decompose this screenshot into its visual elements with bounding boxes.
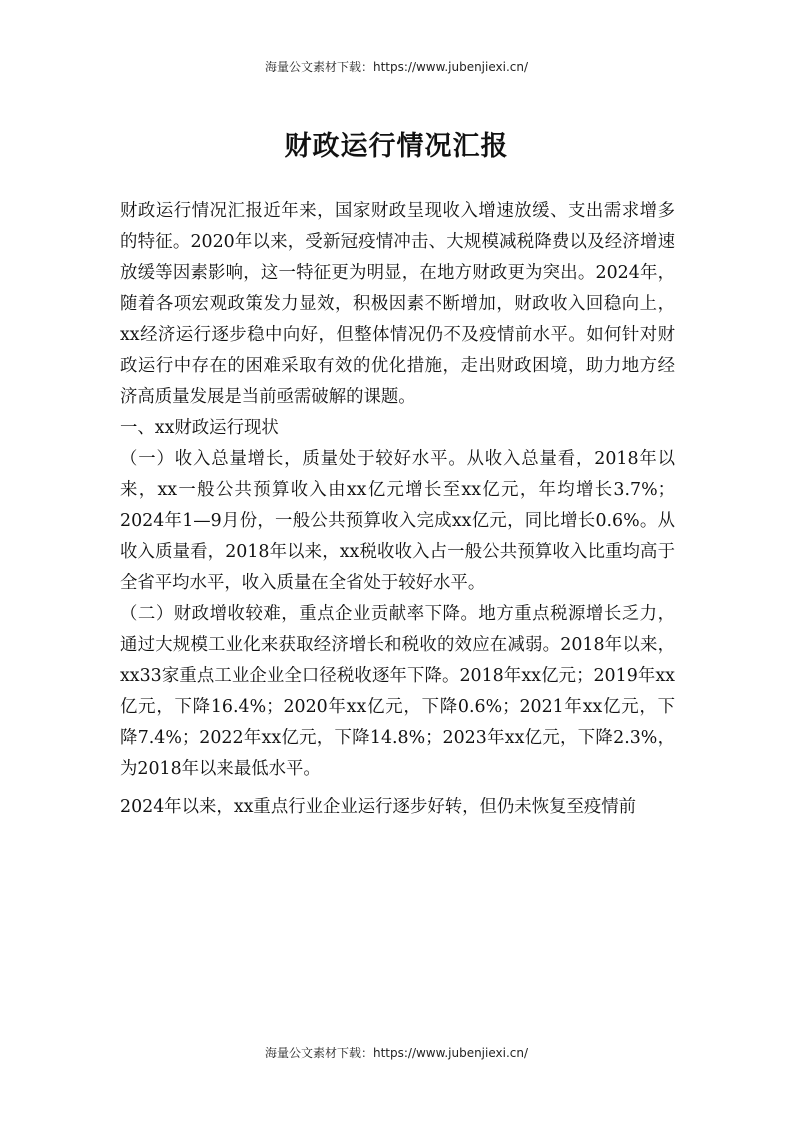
section-heading-1: 一、xx财政运行现状 bbox=[120, 418, 279, 438]
paragraph-revenue-total: （一）收入总量增长，质量处于较好水平。从收入总量看，2018年以来，xx一般公共预算收入由xx亿元增长至xx亿元，年均增长3.7%；2024年1—9月份，一般公共预算收入完成xx亿元，同比增长0.6%。从收入质量看，2018年以来，xx税收收入占一般公共预算收入比重均高于全省平均水平，收入质量在全省处于较好水平。 bbox=[120, 449, 675, 593]
document-title: 财政运行情况汇报 bbox=[284, 131, 509, 162]
paragraph-2024-industry: 2024年以来，xx重点行业企业运行逐步好转，但仍未恢复至疫情前 bbox=[120, 797, 637, 817]
document-body bbox=[120, 196, 675, 823]
footer-download-note: 海量公文素材下载：https://www.jubenjiexi.cn/ bbox=[264, 1046, 529, 1060]
paragraph-revenue-difficulty: （二）财政增收较难，重点企业贡献率下降。地方重点税源增长乏力，通过大规模工业化来获取经济增长和税收的效应在减弱。2018年以来，xx33家重点工业企业全口径税收逐年下降。2018年xx亿元；2019年xx亿元，下降16.4%；2020年xx亿元，下降0.6%；2021年xx亿元，下降7.4%；2022年xx亿元，下降14.8%；2023年xx亿元，下降2.3%，为2018年以来最低水平。 bbox=[120, 604, 675, 779]
paragraph-intro: 财政运行情况汇报近年来，国家财政呈现收入增速放缓、支出需求增多的特征。2020年以来，受新冠疫情冲击、大规模减税降费以及经济增速放缓等因素影响，这一特征更为明显，在地方财政更为突出。2024年，随着各项宏观政策发力显效，积极因素不断增加，财政收入回稳向上，xx经济运行逐步稳中向好，但整体情况仍不及疫情前水平。如何针对财政运行中存在的困难采取有效的优化措施，走出财政困境，助力地方经济高质量发展是当前亟需破解的课题。 bbox=[120, 201, 675, 407]
header-download-note: 海量公文素材下载：https://www.jubenjiexi.cn/ bbox=[264, 60, 529, 74]
